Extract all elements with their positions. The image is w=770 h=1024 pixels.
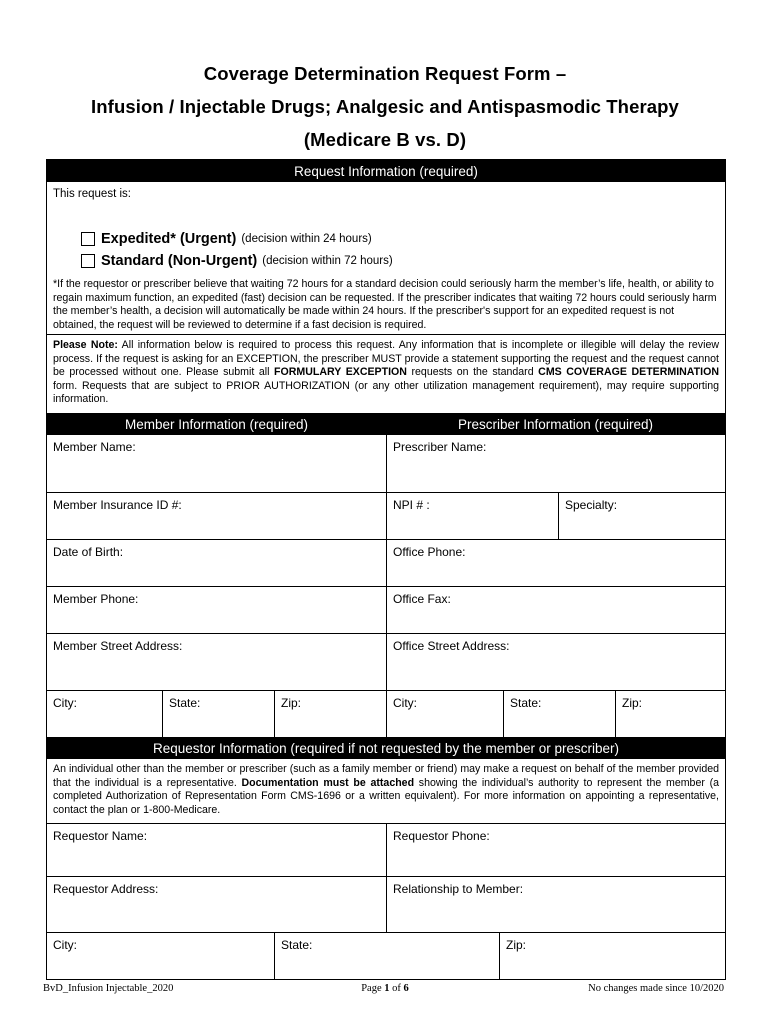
member-name-field[interactable]: [47, 435, 386, 492]
requestor-name-label: Requestor Name:: [53, 829, 148, 843]
form-title-line1: Coverage Determination Request Form –: [203, 63, 567, 84]
office-fax-label: Office Fax:: [393, 592, 451, 606]
specialty-label: Specialty:: [565, 498, 618, 512]
requestor-city-row: [47, 932, 725, 980]
this-request-is-label: This request is:: [53, 188, 131, 200]
standard-label: Standard (Non-Urgent): [101, 253, 258, 269]
requestor-address-row: [47, 876, 725, 932]
footer-revision-note: No changes made since 10/2020: [588, 983, 724, 994]
office-state-field[interactable]: [503, 691, 615, 737]
prescriber-name-field[interactable]: [386, 435, 725, 492]
member-street-label: Member Street Address:: [53, 639, 183, 653]
member-phone-field[interactable]: [47, 587, 386, 633]
please-note-text-1: All information below is required to process this request. Any information that is incomplete or illegible will delay the review process. If the request is asking for an EXCEPTION, the prescriber MUST provide a statement supporting the request and the request cannot be processed without one. Please submit all: [53, 339, 719, 378]
member-info-header: Member Information (required): [124, 416, 309, 432]
requestor-address-label: Requestor Address:: [53, 882, 159, 896]
requestor-desc-bold: Documentation must be attached: [241, 776, 415, 789]
requestor-city-label: City:: [53, 938, 77, 952]
standard-note: (decision within 72 hours): [262, 255, 393, 267]
member-insurance-id-field[interactable]: [47, 493, 386, 539]
office-fax-field[interactable]: [386, 587, 725, 633]
phone-row: [47, 586, 725, 633]
requestor-name-field[interactable]: [47, 824, 386, 876]
requestor-description: [47, 759, 725, 823]
please-note-text-3: form. Requests that are subject to PRIOR AUTHORIZATION (or any other utilization management requirement), may require supporting information.: [53, 379, 719, 405]
dob-field[interactable]: [47, 540, 386, 586]
please-note-bold-1: FORMULARY EXCEPTION: [274, 366, 407, 378]
expedited-note: (decision within 24 hours): [241, 233, 372, 245]
please-note-text-2: requests on the standard: [406, 366, 539, 378]
member-zip-field[interactable]: [274, 691, 386, 737]
standard-option[interactable]: [81, 253, 393, 269]
office-zip-field[interactable]: [615, 691, 725, 737]
member-phone-label: Member Phone:: [53, 592, 139, 606]
page-prefix: Page: [361, 983, 385, 994]
please-note-bold-2: CMS COVERAGE DETERMINATION: [538, 366, 719, 378]
prescriber-name-label: Prescriber Name:: [393, 440, 487, 454]
requestor-state-field[interactable]: [274, 933, 499, 979]
requestor-name-row: [47, 823, 725, 876]
page-of: of: [389, 983, 404, 994]
member-prescriber-header: [47, 413, 725, 435]
address-row: [47, 633, 725, 690]
member-insurance-id-label: Member Insurance ID #:: [53, 498, 182, 512]
please-note-section: [47, 335, 725, 413]
member-state-label: State:: [169, 696, 201, 710]
page-total: 6: [403, 983, 409, 994]
dob-row: [47, 539, 725, 586]
member-name-label: Member Name:: [53, 440, 136, 454]
standard-checkbox[interactable]: [81, 254, 95, 268]
request-info-header: Request Information (required): [47, 160, 725, 182]
please-note-lead: Please Note:: [53, 339, 118, 351]
office-street-field[interactable]: [386, 634, 725, 690]
requestor-zip-field[interactable]: [499, 933, 725, 979]
coverage-form: [46, 159, 726, 980]
relationship-field[interactable]: [386, 877, 725, 932]
id-row: [47, 492, 725, 539]
requestor-phone-field[interactable]: [386, 824, 725, 876]
member-city-field[interactable]: [47, 691, 162, 737]
expedited-label: Expedited* (Urgent): [101, 231, 237, 247]
expedited-checkbox[interactable]: [81, 232, 95, 246]
office-phone-field[interactable]: [386, 540, 725, 586]
requestor-address-field[interactable]: [47, 877, 386, 932]
dob-label: Date of Birth:: [53, 545, 124, 559]
office-street-label: Office Street Address:: [393, 639, 510, 653]
requestor-desc-text-1: An individual other than the member or prescriber (such as a family member or friend) may make a request on behalf of the member provided that the individual is a representative.: [53, 763, 719, 789]
requestor-phone-label: Requestor Phone:: [393, 829, 490, 843]
office-zip-label: Zip:: [622, 696, 643, 710]
office-city-field[interactable]: [386, 691, 503, 737]
prescriber-info-header: Prescriber Information (required): [457, 416, 654, 432]
specialty-field[interactable]: [558, 493, 725, 539]
footer-doc-id: BvD_Infusion Injectable_2020: [43, 983, 174, 994]
request-type-section: [47, 182, 725, 335]
member-city-label: City:: [53, 696, 77, 710]
name-row: [47, 435, 725, 492]
requestor-desc-text-2: showing the individual’s authority to represent the member (a completed Authorization of Representation Form CMS-1696 or a written equivalent). For more information on appointing a representative, contact the plan or 1-800-Medicare.: [53, 776, 720, 816]
member-state-field[interactable]: [162, 691, 274, 737]
form-title-line3: (Medicare B vs. D): [303, 129, 467, 150]
member-zip-label: Zip:: [281, 696, 302, 710]
relationship-label: Relationship to Member:: [393, 882, 524, 896]
expedited-option[interactable]: [81, 231, 372, 247]
office-phone-label: Office Phone:: [393, 545, 466, 559]
requestor-zip-label: Zip:: [506, 938, 527, 952]
expedited-footnote: *If the requestor or prescriber believe that waiting 72 hours for a standard decision could seriously harm the member’s life, health, or ability to regain maximum function, an expedited (fast) decision can be requested. If the prescriber indicates that waiting 72 hours could seriously harm the member’s health, a decision will automatically be made within 24 hours. If the prescriber's support for an expedited request is not obtained, the request will be reviewed to determine if a fast decision is required.: [53, 278, 717, 331]
form-title-line2: Infusion / Injectable Drugs; Analgesic and Antispasmodic Therapy: [91, 96, 679, 117]
city-state-zip-row: [47, 690, 725, 737]
requestor-info-header: Requestor Information (required if not requested by the member or prescriber): [47, 737, 725, 759]
npi-field[interactable]: [386, 493, 558, 539]
npi-label: NPI # :: [393, 498, 430, 512]
requestor-state-label: State:: [281, 938, 313, 952]
requestor-city-field[interactable]: [47, 933, 274, 979]
office-city-label: City:: [393, 696, 417, 710]
page-current: 1: [384, 983, 390, 994]
member-street-field[interactable]: [47, 634, 386, 690]
office-state-label: State:: [510, 696, 542, 710]
